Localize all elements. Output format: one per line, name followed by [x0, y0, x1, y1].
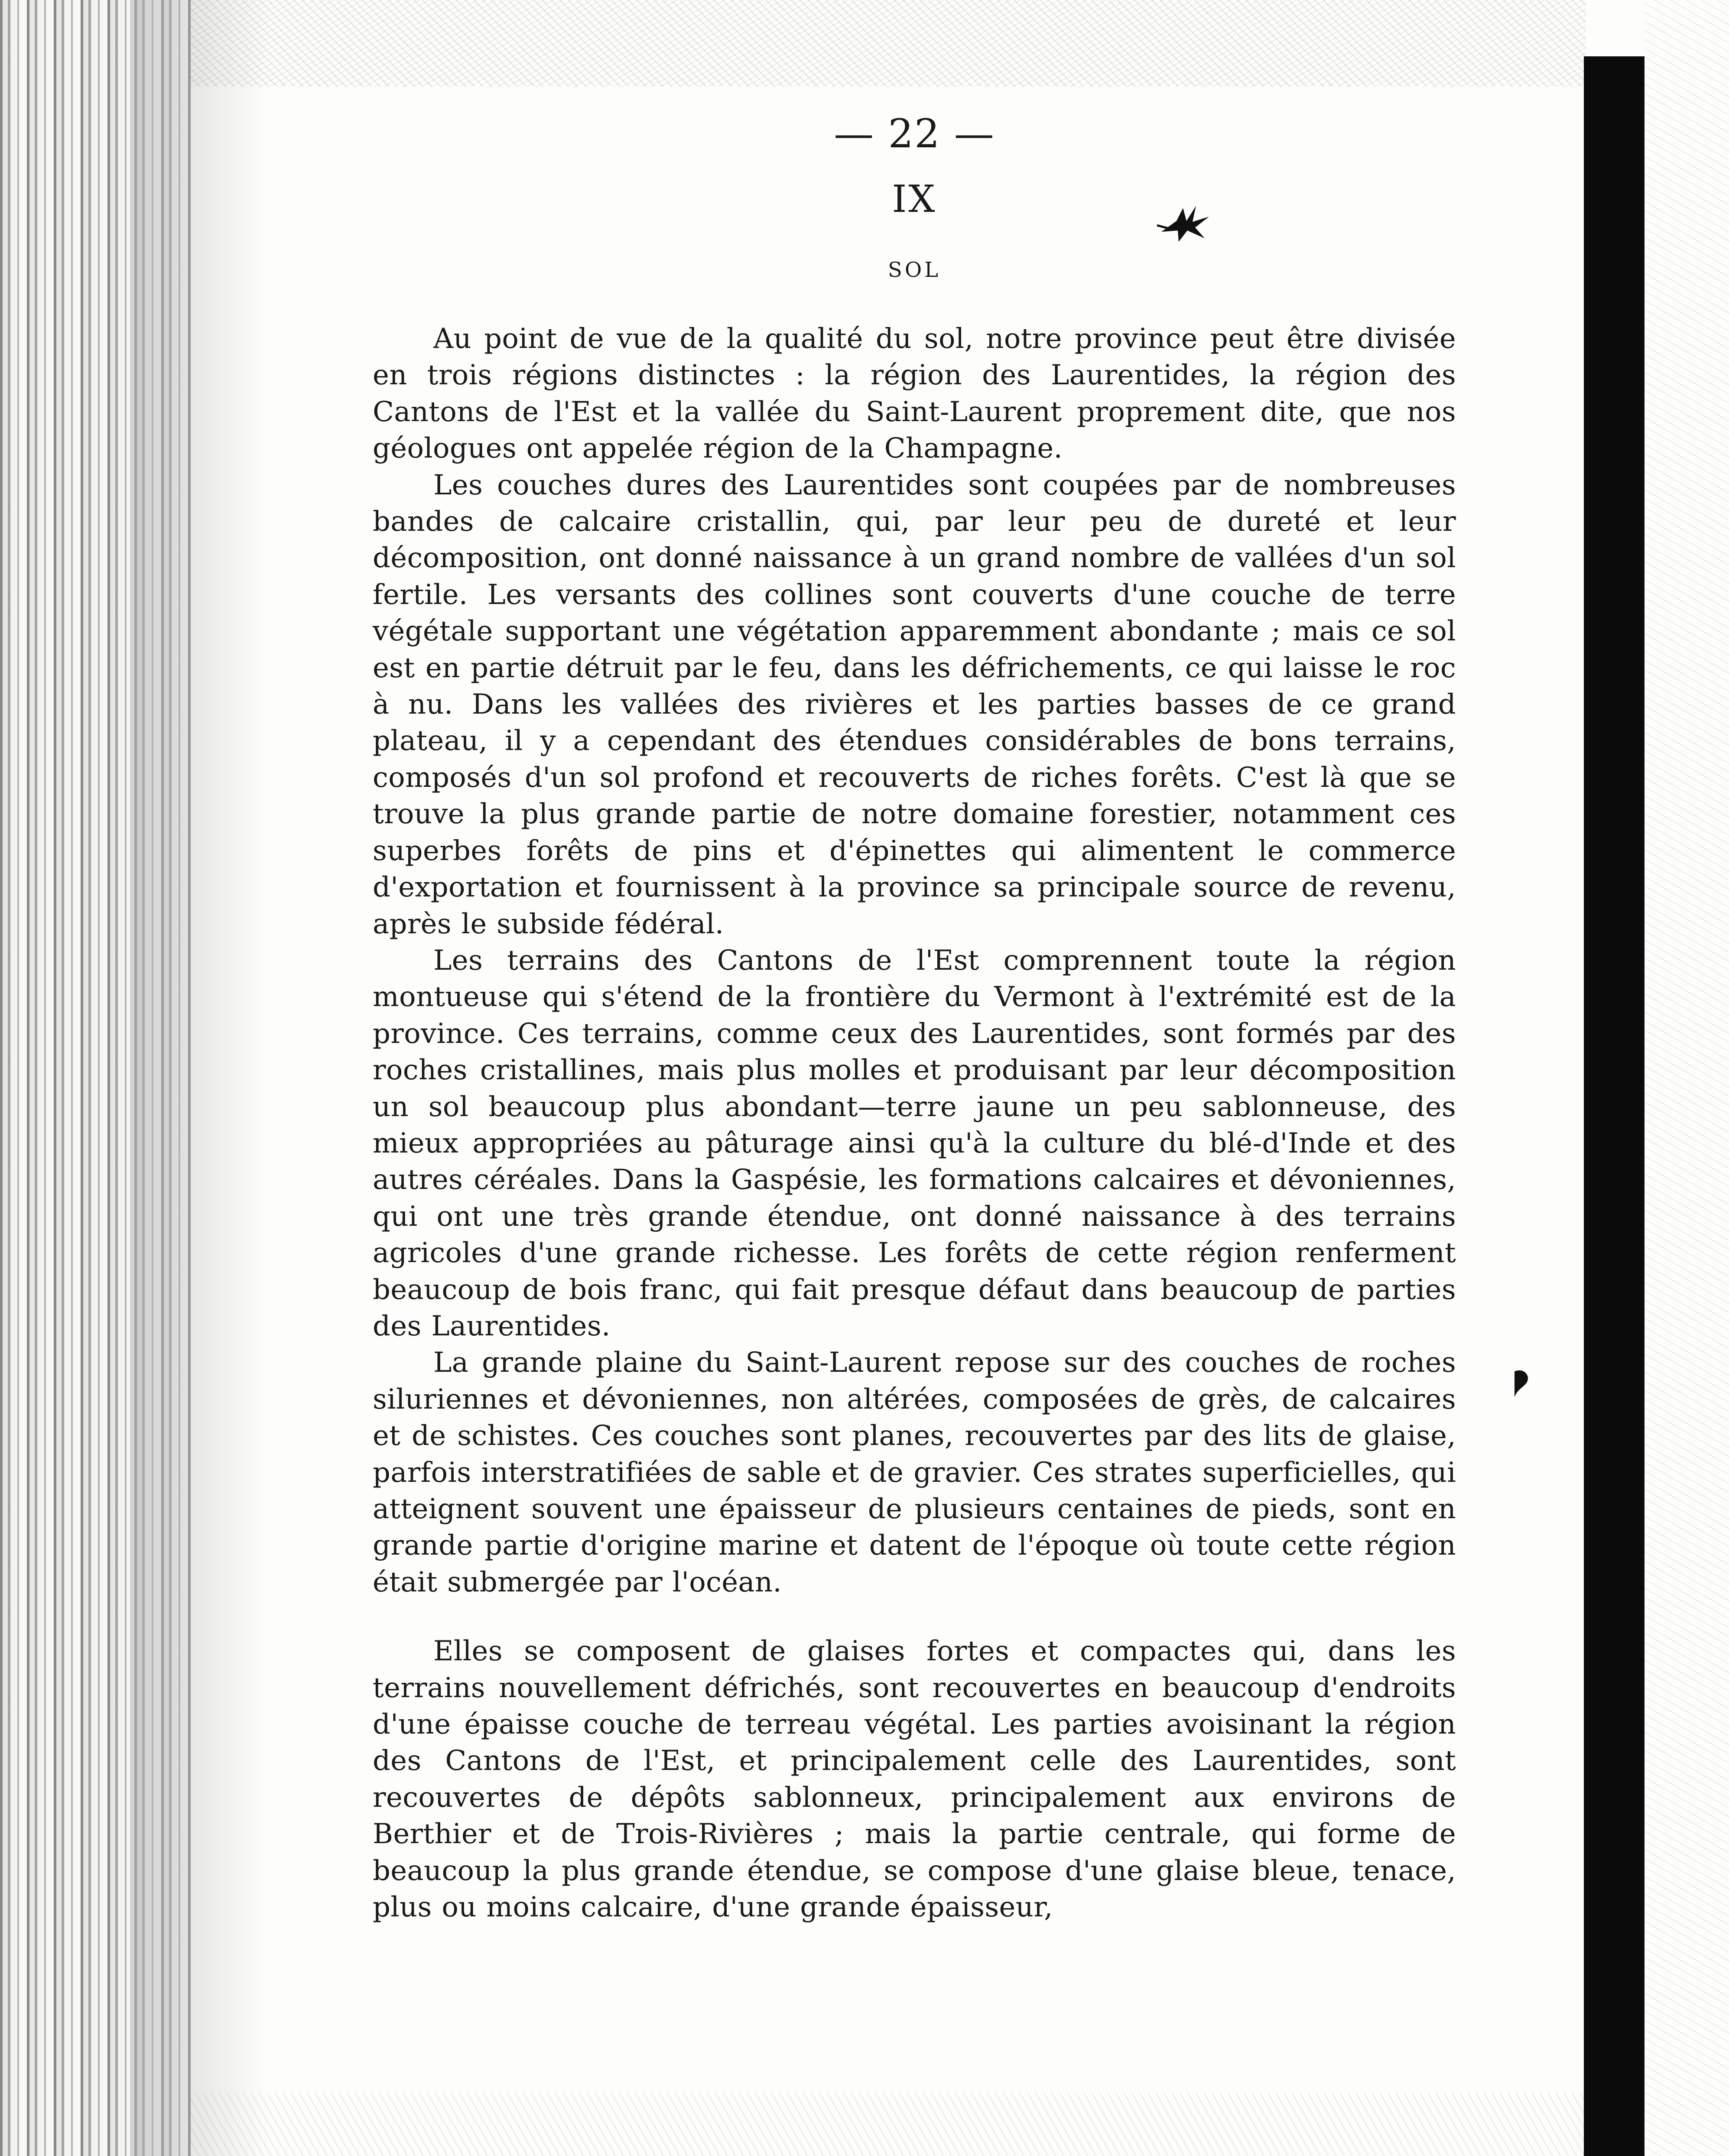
chapter-number: IX	[892, 178, 937, 221]
paragraph: Elles se composent de glaises fortes et compactes qui, dans les terrains nouvellement défrichés, sont recouvertes en beaucoup d'endroits d'une épaisse couche de terreau végétal. Les parties avoisinant la région des Cantons de l'Est, et principalement celle des Laurentides, sont recouvertes de dépôts sablonneux, principalement aux environs de Berthier et de Trois-Rivières ; mais la partie centrale, qui forme de beaucoup la plus grande étendue, se compose d'une glaise bleue, tenace, plus ou moins calcaire, d'une grande épaisseur,	[373, 1635, 1456, 1924]
body-text	[373, 321, 1456, 1925]
ink-blot-icon	[1153, 191, 1218, 247]
binding-shadow	[130, 0, 269, 2156]
section-title: SOL	[887, 258, 941, 282]
paragraph: Au point de vue de la qualité du sol, notre province peut être divisée en trois régions distinctes : la région des Laurentides, la région des Cantons de l'Est et la vallée du Saint-Laurent proprement dite, que nos géologues ont appelée région de la Champagne.	[373, 323, 1456, 465]
page-right-edge-shadow	[1584, 56, 1644, 2156]
page-number: — 22 —	[834, 110, 995, 157]
scan-noise-top	[191, 0, 1586, 87]
paragraph: Les couches dures des Laurentides sont coupées par de nombreuses bandes de calcaire cristallin, qui, par leur peu de dureté et leur décomposition, ont donné naissance à un grand nombre de vallées d'un sol fertile. Les versants des collines sont couverts d'une couche de terre végétale supportant une végétation apparemment abondante ; mais ce sol est en partie détruit par le feu, dans les défrichements, ce qui laisse le roc à nu. Dans les vallées des rivières et les parties basses de ce grand plateau, il y a cependant des étendues considérables de bons terrains, composés d'un sol profond et recouverts de riches forêts. C'est là que se trouve la plus grande partie de notre domaine forestier, notamment ces superbes forêts de pins et d'épinettes qui alimentent le commerce d'exportation et fournissent à la province sa principale source de revenu, après le subside fédéral.	[373, 469, 1456, 940]
paragraph: Les terrains des Cantons de l'Est comprennent toute la région montueuse qui s'étend de la frontière du Vermont à l'extrémité est de la province. Ces terrains, comme ceux des Laurentides, sont formés par des roches cristallines, mais plus molles et produisant par leur décomposition un sol beaucoup plus abondant—terre jaune un peu sablonneuse, des mieux appropriées au pâturage ainsi qu'à la culture du blé-d'Inde et des autres céréales. Dans la Gaspésie, les formations calcaires et dévoniennes, qui ont une très grande étendue, ont donné naissance à des terrains agricoles d'une grande richesse. Les forêts de cette région renferment beaucoup de bois franc, qui fait presque défaut dans beaucoup de parties des Laurentides.	[373, 944, 1456, 1342]
margin-mark-icon	[1508, 1365, 1534, 1399]
scan-noise-bottom	[191, 2093, 1586, 2156]
scan-noise-right	[1644, 0, 1729, 2156]
paragraph: La grande plaine du Saint-Laurent repose sur des couches de roches siluriennes et dévoniennes, non altérées, composées de grès, de calcaires et de schistes. Ces couches sont planes, recouvertes par des lits de glaise, parfois interstratifiées de sable et de gravier. Ces strates superficielles, qui atteignent souvent une épaisseur de plusieurs centaines de pieds, sont en grande partie d'origine marine et datent de l'époque où toute cette région était submergée par l'océan.	[373, 1347, 1456, 1598]
